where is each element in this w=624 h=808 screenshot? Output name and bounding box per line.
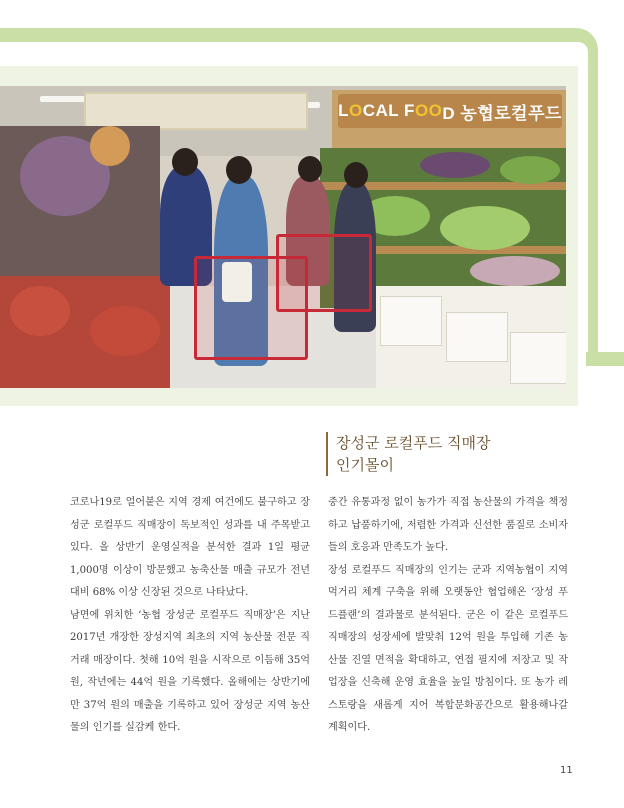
photo-shopper-head [344, 162, 368, 188]
decorative-frame-tick [586, 352, 624, 366]
article-headline [326, 432, 490, 476]
article-paragraph: 중간 유통과정 없이 농가가 직접 농산물의 가격을 책정하고 납품하기에, 저렴한 가격과 신선한 품질로 소비자들의 호응과 만족도가 높다. [328, 497, 568, 553]
decorative-frame-top [0, 28, 588, 42]
headline-line-1: 장성군 로컬푸드 직매장 [336, 434, 491, 452]
photo-squash [90, 126, 130, 166]
photo-box [380, 296, 442, 346]
photo-box [510, 332, 566, 384]
photo-produce [470, 256, 560, 286]
article-paragraph: 장성 로컬푸드 직매장의 인기는 군과 지역농협이 지역먹거리 체계 구축을 위해 오랫동안 협업해온 ‘장성 푸드플랜’의 결과물로 분석된다. 군은 이 같은 로컬푸드 직매장의 성장세에 발맞춰 12억 원을 투입해 기존 농산물 진열 면적을 확대하고, 연접 필지에 저장고 및 작업장을 신축해 운영 효율을 높일 방침이다. 또 농가 레스토랑을 새롭게 지어 복합문화공간으로 활용해나갈 계획이다. [328, 564, 568, 733]
article-photo-local-food-store [0, 86, 566, 388]
photo-onion-bag [10, 286, 70, 336]
article-column-right [328, 492, 568, 740]
photo-hanging-banner [84, 92, 308, 130]
article-paragraph: 남면에 위치한 ‘농협 장성군 로컬푸드 직매장’은 지난 2017년 개장한 장성지역 최초의 지역 농산물 전문 직거래 매장이다. 첫해 10억 원을 시작으로 이듬해 35억 원, 작년에는 44억 원을 기록했다. 올해에는 상반기에만 37억 원의 매출을 기록하고 있어 장성군 지역 농산물의 인기를 실감케 한다. [70, 609, 310, 733]
photo-shopper-head [226, 156, 252, 184]
photo-shopper-head [172, 148, 198, 176]
article-column-left [70, 492, 310, 740]
photo-shopping-cart [276, 234, 372, 312]
photo-eggplants [420, 152, 490, 178]
article-paragraph: 코로나19로 얼어붙은 지역 경제 여건에도 불구하고 장성군 로컬푸드 직매장이 독보적인 성과를 내 주목받고 있다. 올 상반기 운영실적을 분석한 결과 1일 평균 1,000명 이상이 방문했고 농축산물 매출 규모가 전년대비 68% 이상 신장된 것으로 나타났다. [70, 497, 310, 598]
photo-greens [500, 156, 560, 184]
photo-shopper-head [298, 156, 322, 182]
headline-line-2: 인기몰이 [336, 456, 394, 474]
photo-shopping-bag [222, 262, 252, 302]
photo-greens [440, 206, 530, 250]
photo-onion-bag [90, 306, 160, 356]
page-number: 11 [560, 765, 573, 776]
photo-local-food-sign: L O CAL F OO D 농협로컬푸드 [338, 94, 562, 128]
photo-box [446, 312, 508, 362]
